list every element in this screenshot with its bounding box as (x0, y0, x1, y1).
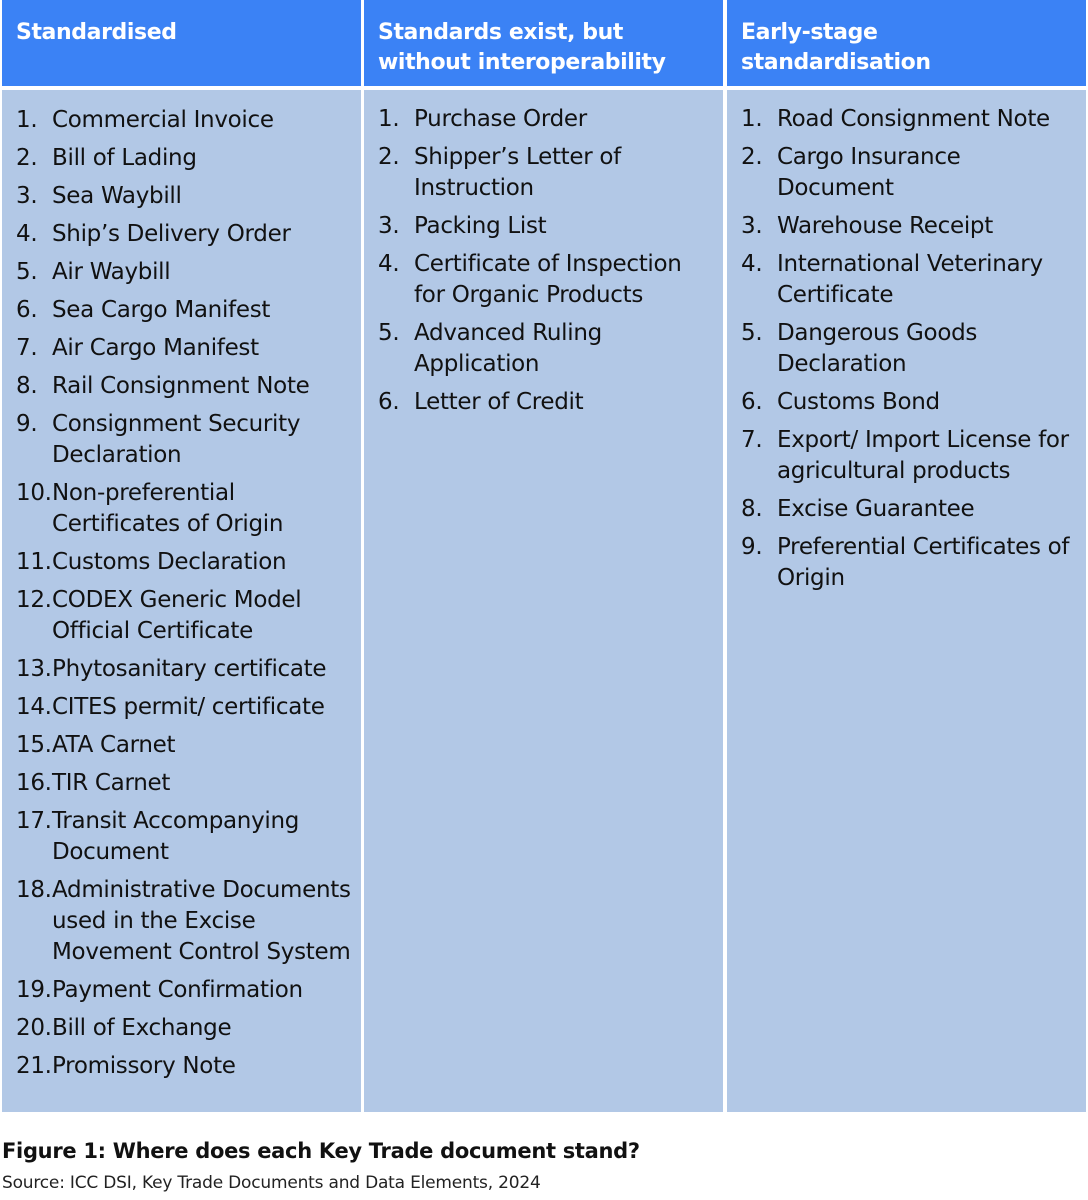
list-item (727, 532, 1086, 594)
item-number: 3. (378, 213, 400, 239)
list-item (2, 806, 361, 868)
column-header: Early-stage standardisation (727, 0, 1086, 86)
item-number: 2. (741, 144, 763, 170)
column-body (727, 90, 1086, 1112)
list-item (2, 585, 361, 647)
list-item (2, 409, 361, 471)
item-number: 1. (741, 106, 763, 132)
item-text: Payment Confirmation (52, 977, 303, 1003)
item-text: International Veterinary Certificate (777, 251, 1043, 308)
list-item (2, 333, 361, 364)
item-text: Phytosanitary certificate (52, 656, 327, 682)
column-early-stage-standardisation (727, 0, 1086, 591)
document-list (2, 90, 361, 1082)
list-item (2, 975, 361, 1006)
item-text: Administrative Documents used in the Excise Movement Control System (52, 877, 351, 965)
list-item (2, 1051, 361, 1082)
item-number: 21. (16, 1053, 52, 1079)
item-text: Sea Waybill (52, 183, 182, 209)
item-text: Customs Declaration (52, 549, 287, 575)
column-header: Standardised (2, 0, 361, 86)
list-item (2, 730, 361, 761)
figure-source: Source: ICC DSI, Key Trade Documents and Data Elements, 2024 (2, 1173, 541, 1193)
list-item (727, 104, 1086, 135)
item-text: Shipper’s Letter of Instruction (414, 144, 621, 201)
item-number: 12. (16, 587, 52, 613)
document-list (727, 90, 1086, 594)
item-number: 18. (16, 877, 52, 903)
list-item (2, 181, 361, 212)
item-number: 10. (16, 480, 52, 506)
item-text: Packing List (414, 213, 547, 239)
list-item (2, 219, 361, 250)
list-item (2, 547, 361, 578)
item-number: 3. (741, 213, 763, 239)
list-item (2, 143, 361, 174)
list-item (727, 249, 1086, 311)
column-standards-without-interoperability (364, 0, 723, 415)
item-text: Rail Consignment Note (52, 373, 310, 399)
list-item (2, 1013, 361, 1044)
item-text: Excise Guarantee (777, 496, 975, 522)
item-text: Transit Accompanying Document (52, 808, 300, 865)
list-item (364, 104, 723, 135)
item-number: 15. (16, 732, 52, 758)
item-number: 8. (741, 496, 763, 522)
list-item (364, 142, 723, 204)
list-item (727, 318, 1086, 380)
item-text: ATA Carnet (52, 732, 176, 758)
item-text: Bill of Lading (52, 145, 197, 171)
list-item (2, 692, 361, 723)
item-number: 11. (16, 549, 52, 575)
item-text: Air Waybill (52, 259, 171, 285)
item-text: CODEX Generic Model Official Certificate (52, 587, 302, 644)
list-item (2, 768, 361, 799)
item-text: CITES permit/ certificate (52, 694, 325, 720)
item-text: Preferential Certificates of Origin (777, 534, 1070, 591)
list-item (364, 387, 723, 418)
item-text: Non-preferential Certificates of Origin (52, 480, 284, 537)
item-text: Cargo Insurance Document (777, 144, 961, 201)
item-number: 6. (378, 389, 400, 415)
item-number: 6. (16, 297, 38, 323)
item-text: Certificate of Inspection for Organic Products (414, 251, 682, 308)
item-number: 14. (16, 694, 52, 720)
list-item (2, 371, 361, 402)
item-text: Dangerous Goods Declaration (777, 320, 978, 377)
list-item (364, 249, 723, 311)
item-number: 16. (16, 770, 52, 796)
item-number: 4. (741, 251, 763, 277)
column-standardised (2, 0, 361, 1079)
item-text: Commercial Invoice (52, 107, 274, 133)
list-item (727, 425, 1086, 487)
list-item (2, 295, 361, 326)
document-list (364, 90, 723, 418)
list-item (364, 318, 723, 380)
item-text: Bill of Exchange (52, 1015, 232, 1041)
item-number: 3. (16, 183, 38, 209)
list-item (2, 257, 361, 288)
list-item (727, 387, 1086, 418)
item-number: 9. (16, 411, 38, 437)
item-number: 8. (16, 373, 38, 399)
column-body (364, 90, 723, 1112)
item-number: 1. (16, 107, 38, 133)
column-header: Standards exist, but without interoperability (364, 0, 723, 86)
figure-caption: Figure 1: Where does each Key Trade document stand? (2, 1139, 640, 1163)
item-number: 13. (16, 656, 52, 682)
list-item (727, 494, 1086, 525)
item-number: 7. (741, 427, 763, 453)
item-text: Promissory Note (52, 1053, 236, 1079)
item-number: 6. (741, 389, 763, 415)
item-text: Advanced Ruling Application (414, 320, 602, 377)
item-text: TIR Carnet (52, 770, 171, 796)
list-item (727, 142, 1086, 204)
list-item (2, 105, 361, 136)
item-number: 7. (16, 335, 38, 361)
item-number: 4. (378, 251, 400, 277)
item-text: Consignment Security Declaration (52, 411, 301, 468)
list-item (727, 211, 1086, 242)
item-number: 4. (16, 221, 38, 247)
item-text: Export/ Import License for agricultural products (777, 427, 1069, 484)
item-text: Sea Cargo Manifest (52, 297, 271, 323)
list-item (364, 211, 723, 242)
item-text: Road Consignment Note (777, 106, 1050, 132)
item-number: 5. (378, 320, 400, 346)
item-text: Purchase Order (414, 106, 587, 132)
item-number: 17. (16, 808, 52, 834)
item-number: 19. (16, 977, 52, 1003)
item-number: 5. (16, 259, 38, 285)
item-number: 5. (741, 320, 763, 346)
item-text: Air Cargo Manifest (52, 335, 259, 361)
item-text: Warehouse Receipt (777, 213, 993, 239)
item-number: 1. (378, 106, 400, 132)
item-number: 2. (378, 144, 400, 170)
list-item (2, 875, 361, 968)
item-text: Ship’s Delivery Order (52, 221, 291, 247)
item-number: 9. (741, 534, 763, 560)
item-number: 20. (16, 1015, 52, 1041)
item-text: Letter of Credit (414, 389, 584, 415)
item-number: 2. (16, 145, 38, 171)
list-item (2, 478, 361, 540)
column-body (2, 90, 361, 1112)
list-item (2, 654, 361, 685)
item-text: Customs Bond (777, 389, 940, 415)
